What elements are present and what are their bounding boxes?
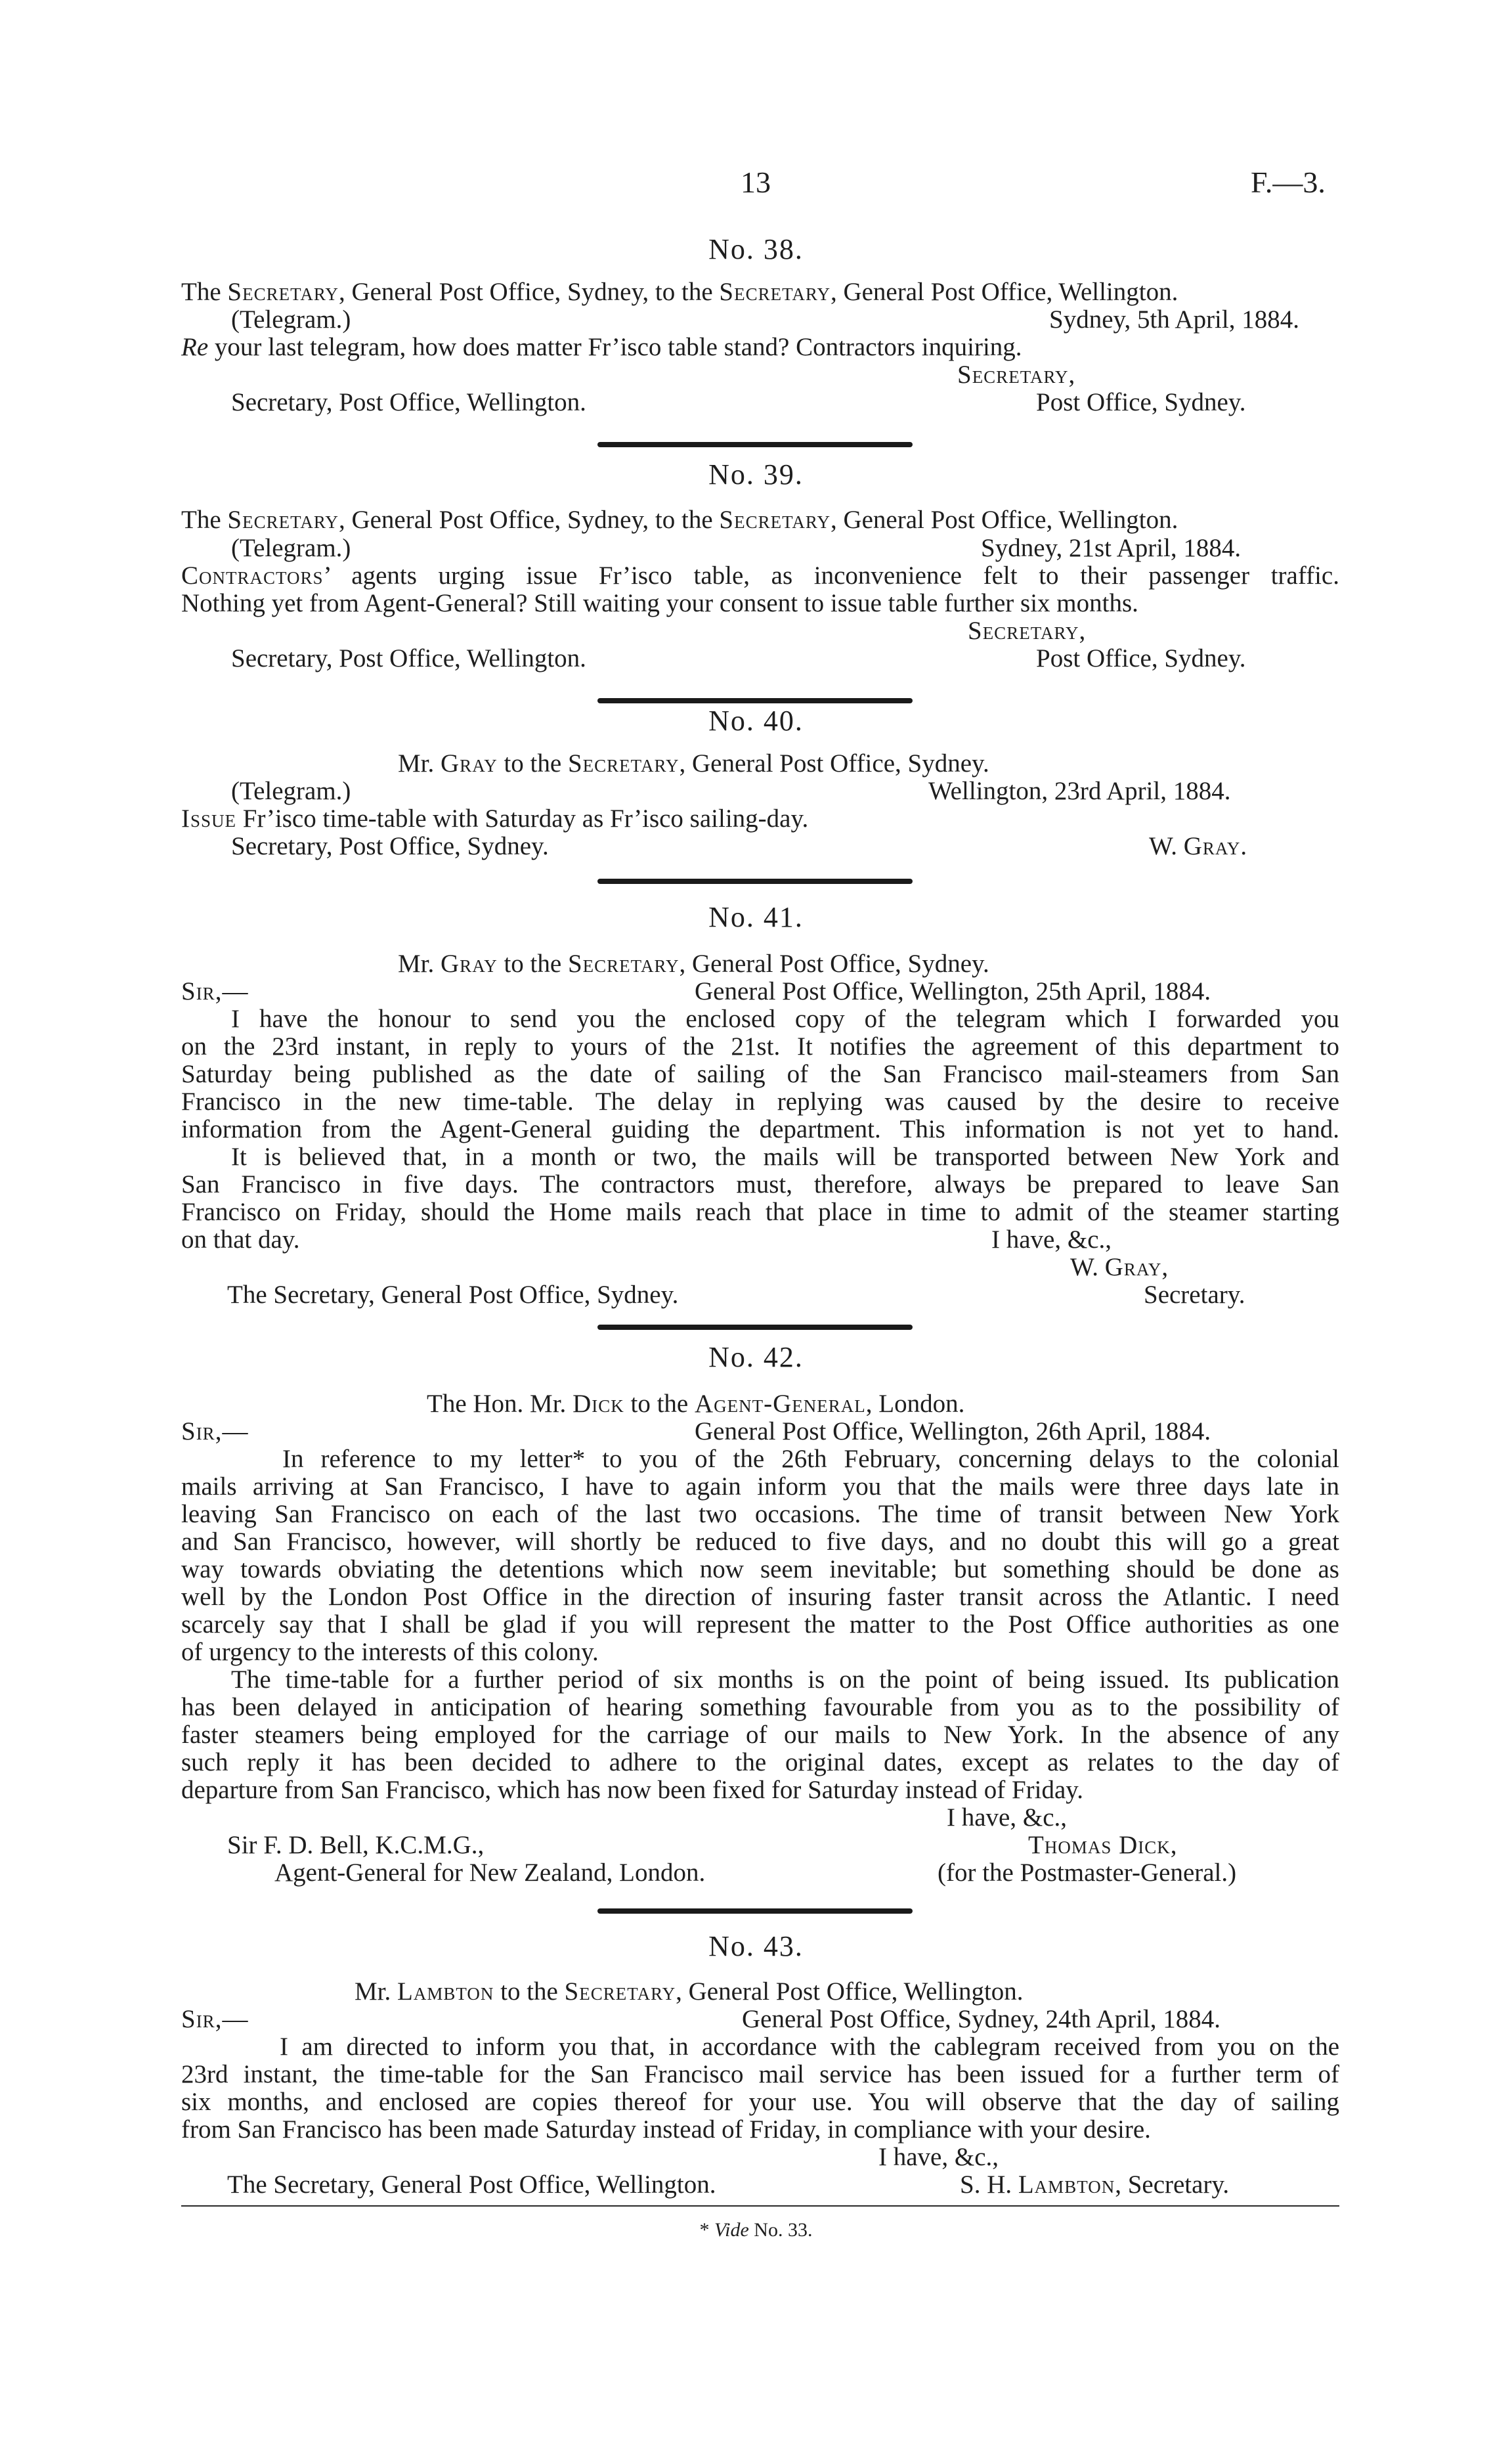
body-line-41: It is believed that, in a month or two, the mails will be transported between New York and: [231, 1143, 1339, 1171]
salutation-43: Sir,—: [181, 2005, 249, 2033]
body-line-41: information from the Agent-General guiding the department. This information is not yet to hand.: [181, 1115, 1339, 1143]
body-line-41: Saturday being published as the date of sailing of the San Francisco mail-steamers from San: [181, 1060, 1339, 1088]
item-heading-38: The Secretary, General Post Office, Sydney, to the Secretary, General Post Office, Wellington.: [181, 278, 1178, 306]
dateline-39: Sydney, 21st April, 1884.: [981, 534, 1242, 562]
message-line-39a: Contractors’ agents urging issue Fr’isco table, as inconvenience felt to their passenger traffic.: [181, 561, 1339, 590]
item-title-41: No. 41.: [708, 901, 804, 933]
signature-41: W. Gray,: [1070, 1253, 1169, 1281]
body-line-41: I have the honour to send you the enclosed copy of the telegram which I forwarded you: [231, 1005, 1339, 1033]
body-line-42: scarcely say that I shall be glad if you will represent the matter to the Post Office authorities as one: [181, 1610, 1339, 1639]
item-heading-43: Mr. Lambton to the Secretary, General Post Office, Wellington.: [355, 1977, 1024, 2006]
page-number: 13: [741, 165, 771, 199]
item-title-39: No. 39.: [708, 458, 804, 491]
item-title-40: No. 40.: [708, 705, 804, 737]
body-line-42: such reply it has been decided to adhere to the original dates, except as relates to the day of: [181, 1748, 1339, 1776]
body-line-42: faster steamers being employed for the carriage of our mails to New York. In the absence of any: [181, 1721, 1339, 1749]
body-line-42: has been delayed in anticipation of hearing something favourable from you as to the possibility of: [181, 1693, 1339, 1721]
dateline-41: General Post Office, Wellington, 25th April, 1884.: [695, 977, 1211, 1005]
closing-41: I have, &c.,: [991, 1225, 1112, 1254]
item-heading-41: Mr. Gray to the Secretary, General Post Office, Sydney.: [398, 950, 989, 978]
body-line-41: Francisco in the new time-table. The delay in replying was caused by the desire to receive: [181, 1088, 1339, 1116]
body-line-42: way towards obviating the detentions which now seem inevitable; but something should be done as: [181, 1555, 1339, 1583]
addressee-42b: Agent-General for New Zealand, London.: [274, 1859, 706, 1887]
document-reference: F.—3.: [1251, 165, 1326, 199]
item-title-38: No. 38.: [708, 233, 804, 265]
body-line-42: departure from San Francisco, which has now been fixed for Saturday instead of Friday.: [181, 1776, 1083, 1804]
telegram-label-39: (Telegram.): [231, 534, 351, 562]
item-heading-39: The Secretary, General Post Office, Sydney, to the Secretary, General Post Office, Wellington.: [181, 506, 1178, 534]
signature-43: S. H. Lambton, Secretary.: [960, 2170, 1230, 2199]
closing-42: I have, &c.,: [947, 1803, 1068, 1832]
addressee-38: Secretary, Post Office, Wellington.: [231, 388, 586, 416]
signature-40: W. Gray.: [1149, 832, 1248, 860]
addressee-43: The Secretary, General Post Office, Wellington.: [227, 2170, 716, 2199]
body-line-41: Francisco on Friday, should the Home mails reach that place in time to admit of the steamer starting: [181, 1198, 1339, 1226]
message-body-38: Re your last telegram, how does matter Fr’isco table stand? Contractors inquiring.: [181, 333, 1022, 361]
message-body-40: Issue Fr’isco time-table with Saturday as Fr’isco sailing-day.: [181, 804, 809, 833]
body-line-41: on the 23rd instant, in reply to yours of the 21st. It notifies the agreement of this department to: [181, 1032, 1339, 1061]
section-divider: [597, 1908, 913, 1914]
section-divider: [597, 442, 913, 447]
section-divider: [597, 698, 913, 703]
signature-title-41: Secretary.: [1144, 1281, 1245, 1309]
item-heading-42: The Hon. Mr. Dick to the Agent-General, London.: [427, 1390, 965, 1418]
body-line-42: The time-table for a further period of six months is on the point of being issued. Its publication: [231, 1665, 1339, 1694]
dateline-43: General Post Office, Sydney, 24th April, 1884.: [742, 2005, 1220, 2033]
body-line-41: San Francisco in five days. The contractors must, therefore, always be prepared to leave San: [181, 1170, 1339, 1199]
body-line-43: from San Francisco has been made Saturday instead of Friday, in compliance with your desire.: [181, 2115, 1151, 2144]
item-title-42: No. 42.: [708, 1341, 804, 1373]
body-line-42: and San Francisco, however, will shortly be reduced to five days, and no doubt this will go a great: [181, 1528, 1339, 1556]
salutation-41: Sir,—: [181, 977, 249, 1005]
body-line-43: six months, and enclosed are copies thereof for your use. You will observe that the day of sailing: [181, 2088, 1339, 2116]
salutation-42: Sir,—: [181, 1417, 249, 1445]
body-line-42: leaving San Francisco on each of the last two occasions. The time of transit between New York: [181, 1500, 1339, 1528]
signature-place-38: Post Office, Sydney.: [1036, 388, 1246, 416]
signature-title-42: (for the Postmaster-General.): [938, 1859, 1237, 1887]
addressee-39: Secretary, Post Office, Wellington.: [231, 644, 586, 672]
addressee-41: The Secretary, General Post Office, Sydney.: [227, 1281, 679, 1309]
signature-42: Thomas Dick,: [1028, 1831, 1178, 1859]
item-heading-40: Mr. Gray to the Secretary, General Post Office, Sydney.: [398, 749, 989, 778]
telegram-label-40: (Telegram.): [231, 777, 351, 805]
section-divider: [597, 1325, 913, 1330]
body-line-42: well by the London Post Office in the direction of insuring faster transit across the Atlantic. I need: [181, 1583, 1339, 1611]
footnote: * Vide No. 33.: [699, 2219, 813, 2241]
item-title-43: No. 43.: [708, 1930, 804, 1962]
body-line-42: In reference to my letter* to you of the 26th February, concerning delays to the colonial: [282, 1445, 1339, 1473]
dateline-40: Wellington, 23rd April, 1884.: [928, 777, 1231, 805]
dateline-42: General Post Office, Wellington, 26th April, 1884.: [695, 1417, 1211, 1445]
telegram-label-38: (Telegram.): [231, 305, 351, 334]
body-line-43: I am directed to inform you that, in accordance with the cablegram received from you on the: [280, 2033, 1339, 2061]
body-line-42: of urgency to the interests of this colony.: [181, 1638, 599, 1666]
body-line-43: 23rd instant, the time-table for the San Francisco mail service has been issued for a further term of: [181, 2060, 1339, 2088]
footnote-rule: [181, 2205, 1339, 2207]
signature-place-39: Post Office, Sydney.: [1036, 644, 1246, 672]
signature-38: Secretary,: [957, 361, 1076, 389]
body-line-41: on that day.: [181, 1225, 300, 1254]
section-divider: [597, 879, 913, 884]
addressee-40: Secretary, Post Office, Sydney.: [231, 832, 549, 860]
closing-43: I have, &c.,: [878, 2143, 999, 2171]
message-line-39b: Nothing yet from Agent-General? Still waiting your consent to issue table further six months.: [181, 589, 1138, 617]
signature-39: Secretary,: [968, 617, 1087, 645]
dateline-38: Sydney, 5th April, 1884.: [1049, 305, 1299, 334]
body-line-42: mails arriving at San Francisco, I have to again inform you that the mails were three days late in: [181, 1472, 1339, 1501]
addressee-42a: Sir F. D. Bell, K.C.M.G.,: [227, 1831, 485, 1859]
